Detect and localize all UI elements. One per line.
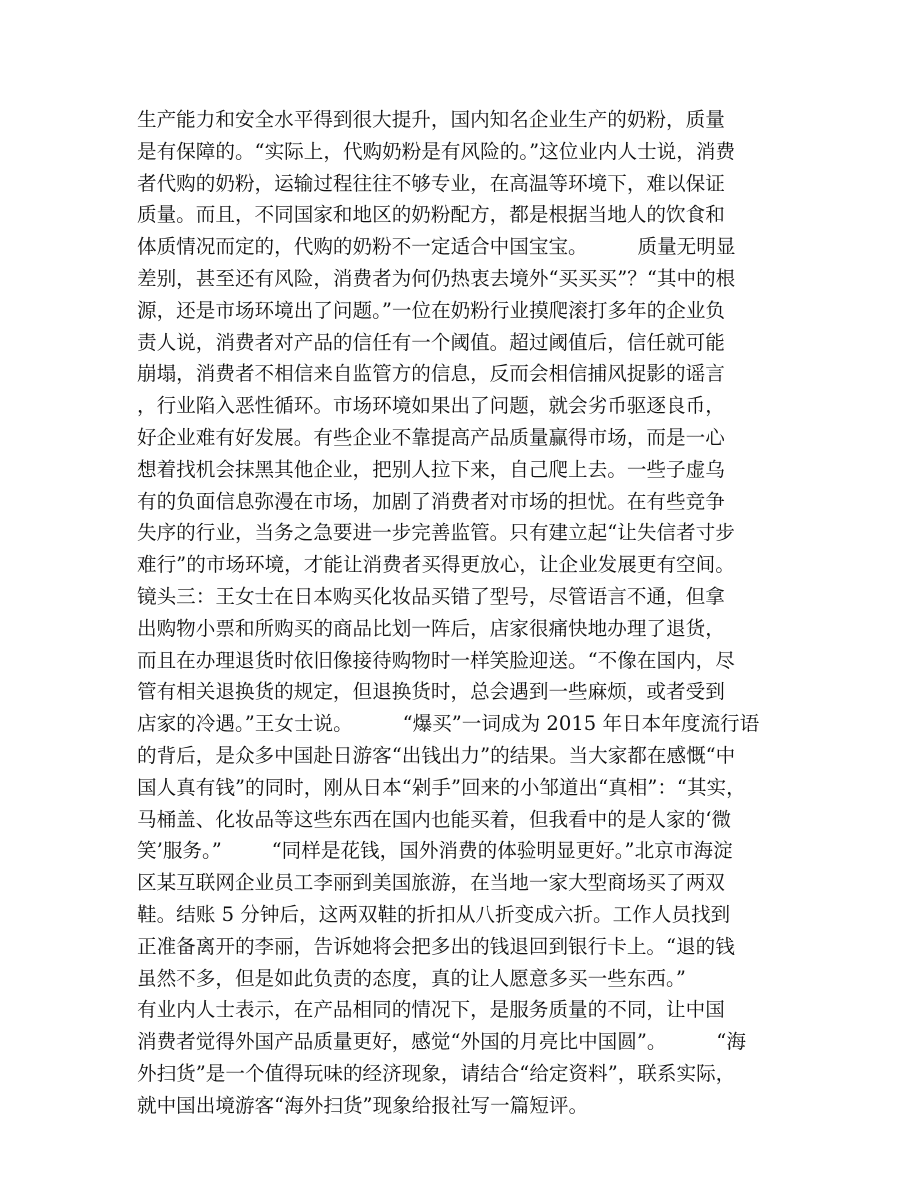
text-line-11: 好企业难有好发展。有些企业不靠提高产品质量赢得市场，而是一心	[137, 425, 725, 449]
text-line-10: ，行业陷入恶性循环。市场环境如果出了问题，就会劣币驱逐良币，	[137, 394, 725, 418]
text-line-20: 店家的冷遇。”王女士说。 “爆买”一词成为 2015 年日本年度流行语	[137, 712, 760, 736]
text-line-30: 消费者觉得外国产品质量更好，感觉“外国的月亮比中国圆”。 “海	[137, 1030, 746, 1054]
text-line-18: 而且在办理退货时依旧像接待购物时一样笑脸迎送。“不像在国内，尽	[137, 648, 735, 672]
text-line-9: 崩塌，消费者不相信来自监管方的信息，反而会相信捕风捉影的谣言	[137, 362, 725, 386]
text-line-2: 是有保障的。“实际上，代购奶粉是有风险的。”这位业内人士说，消费	[137, 139, 736, 163]
text-line-14: 失序的行业，当务之急要进一步完善监管。只有建立起“让失信者寸步	[137, 521, 735, 545]
text-line-4: 质量。而且，不同国家和地区的奶粉配方，都是根据当地人的饮食和	[137, 203, 725, 227]
text-line-12: 想着找机会抹黑其他企业，把别人拉下来，自己爬上去。一些子虚乌	[137, 457, 725, 481]
text-line-5: 体质情况而定的，代购的奶粉不一定适合中国宝宝。 质量无明显	[137, 235, 736, 259]
text-line-32: 就中国出境游客“海外扫货”现象给报社写一篇短评。	[137, 1093, 589, 1117]
text-line-3: 者代购的奶粉，运输过程往往不够专业，在高温等环境下，难以保证	[137, 171, 725, 195]
text-line-6: 差别，甚至还有风险，消费者为何仍热衷去境外“买买买”？“其中的根	[137, 266, 736, 290]
text-line-27: 正准备离开的李丽，告诉她将会把多出的钱退回到银行卡上。“退的钱	[137, 934, 735, 958]
article-body	[137, 104, 787, 1122]
text-line-29: 有业内人士表示，在产品相同的情况下，是服务质量的不同，让中国	[137, 998, 725, 1022]
text-line-1: 生产能力和安全水平得到很大提升，国内知名企业生产的奶粉，质量	[137, 108, 725, 131]
text-line-24: 笑’服务。” “同样是花钱，国外消费的体验明显更好。”北京市海淀	[137, 839, 733, 863]
text-line-13: 有的负面信息弥漫在市场，加剧了消费者对市场的担忧。在有些竞争	[137, 489, 725, 513]
text-line-16: 镜头三：王女士在日本购买化妆品买错了型号，尽管语言不通，但拿	[137, 584, 725, 608]
text-line-8: 责人说，消费者对产品的信任有一个阈值。超过阈值后，信任就可能	[137, 330, 725, 354]
text-line-15: 难行”的市场环境，才能让消费者买得更放心，让企业发展更有空间。	[137, 553, 735, 577]
text-line-19: 管有相关退换货的规定，但退换货时，总会遇到一些麻烦，或者受到	[137, 680, 725, 704]
text-line-28: 虽然不多，但是如此负责的态度，真的让人愿意多买一些东西。”	[137, 966, 686, 990]
text-line-22: 国人真有钱”的同时，刚从日本“剁手”回来的小邹道出“真相”：“其实，	[137, 775, 746, 799]
text-line-23: 马桶盖、化妆品等这些东西在国内也能买着，但我看中的是人家的‘微	[137, 807, 732, 831]
text-line-25: 区某互联网企业员工李丽到美国旅游，在当地一家大型商场买了两双	[137, 871, 725, 895]
text-line-26: 鞋。结账 5 分钟后，这两双鞋的折扣从八折变成六折。工作人员找到	[137, 902, 731, 926]
text-line-17: 出购物小票和所购买的商品比划一阵后，店家很痛快地办理了退货，	[137, 616, 725, 640]
text-line-21: 的背后，是众多中国赴日游客“出钱出力”的结果。当大家都在感慨“中	[137, 743, 736, 767]
text-line-7: 源，还是市场环境出了问题。”一位在奶粉行业摸爬滚打多年的企业负	[137, 298, 726, 322]
text-line-31: 外扫货”是一个值得玩味的经济现象，请结合“给定资料”，联系实际，	[137, 1061, 736, 1085]
